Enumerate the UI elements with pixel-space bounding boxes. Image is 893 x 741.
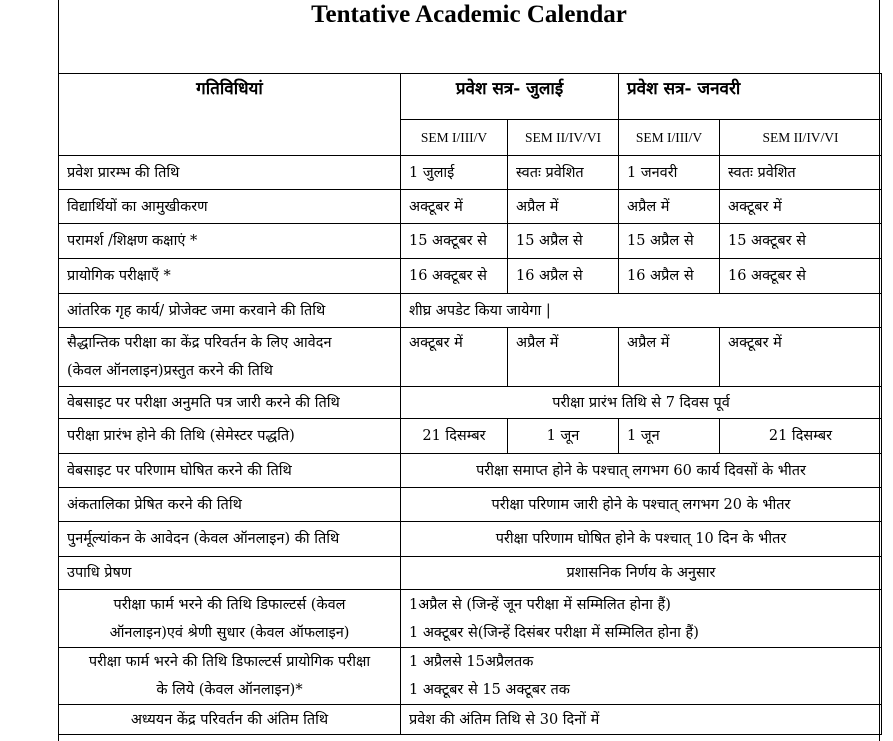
table-cell: अक्टूबर में	[401, 190, 508, 224]
table-cell: 15 अप्रैल से	[508, 224, 619, 259]
table-row	[59, 522, 882, 557]
page-title: Tentative Academic Calendar	[311, 1, 627, 28]
merged-cell: प्रशासनिक निर्णय के अनुसार	[401, 557, 882, 590]
row-label-line: (केवल ऑनलाइन)प्रस्तुत करने की तिथि	[67, 363, 273, 379]
row-label-line: के लिये (केवल ऑनलाइन)*	[156, 682, 303, 698]
header-row	[59, 74, 882, 120]
table-row	[59, 328, 882, 387]
row-label: विद्यार्थियों का आमुखीकरण	[59, 190, 401, 224]
table-row	[59, 590, 882, 648]
merged-cell: शीघ्र अपडेट किया जायेगा |	[401, 294, 882, 328]
merged-cell: प्रवेश की अंतिम तिथि से 30 दिनों में	[401, 705, 882, 735]
table-cell: 16 अप्रैल से	[508, 259, 619, 294]
table-row	[59, 387, 882, 419]
table-row	[59, 156, 882, 190]
table-row	[59, 705, 882, 735]
merged-line: 1 अक्टूबर से(जिन्हें दिसंबर परीक्षा में सम्मिलित होना हैं)	[409, 624, 699, 641]
july-session-header: प्रवेश सत्र- जुलाई	[401, 74, 619, 120]
table-cell: 1 जनवरी	[619, 156, 720, 190]
row-label: पुनर्मूल्यांकन के आवेदन (केवल ऑनलाइन) की तिथि	[59, 522, 401, 557]
january-session-header: प्रवेश सत्र- जनवरी	[619, 74, 882, 120]
table-row	[59, 259, 882, 294]
table-cell: अप्रैल में	[619, 190, 720, 224]
merged-cell: परीक्षा परिणाम घोषित होने के पश्चात् 10 दिन के भीतर	[401, 522, 882, 557]
row-label-line: ऑनलाइन)एवं श्रेणी सुधार (केवल ऑफलाइन)	[109, 624, 350, 641]
activities-header: गतिविधियां	[59, 74, 401, 156]
table-row	[59, 488, 882, 522]
table-row	[59, 419, 882, 454]
sem-header: SEM I/III/V	[619, 120, 720, 156]
table-cell: 15 अक्टूबर से	[401, 224, 508, 259]
merged-line: 1 अक्टूबर से 15 अक्टूबर तक	[409, 682, 570, 698]
merged-line: 1 अप्रैलसे 15अप्रैलतक	[409, 654, 534, 670]
table-cell: 21 दिसम्बर	[720, 419, 882, 454]
merged-cell	[401, 648, 882, 705]
merged-cell: परीक्षा परिणाम जारी होने के पश्चात् लगभग 20 के भीतर	[401, 488, 882, 522]
table-row	[59, 648, 882, 705]
table-cell: स्वतः प्रवेशित	[508, 156, 619, 190]
sem-header: SEM II/IV/VI	[720, 120, 882, 156]
merged-cell	[401, 590, 882, 648]
row-label: प्रायोगिक परीक्षाएँ *	[59, 259, 401, 294]
table-row	[59, 224, 882, 259]
table-row	[59, 190, 882, 224]
row-label	[59, 328, 401, 387]
document-page	[58, 0, 880, 741]
table-cell: स्वतः प्रवेशित	[720, 156, 882, 190]
sem-header: SEM I/III/V	[401, 120, 508, 156]
table-cell: 1 जून	[619, 419, 720, 454]
row-label-line: परीक्षा फार्म भरने की तिथि डिफाल्टर्स प्रायोगिक परीक्षा	[88, 654, 371, 670]
table-cell: 16 अक्टूबर से	[720, 259, 882, 294]
table-cell: अक्टूबर में	[720, 328, 882, 387]
table-cell: अप्रैल में	[619, 328, 720, 387]
table-cell: 15 अप्रैल से	[619, 224, 720, 259]
table-cell: अप्रैल में	[508, 190, 619, 224]
row-label: परीक्षा प्रारंभ होने की तिथि (सेमेस्टर पद्धति)	[59, 419, 401, 454]
table-row	[59, 294, 882, 328]
row-label-line: सैद्धान्तिक परीक्षा का केंद्र परिवर्तन के लिए आवेदन	[67, 335, 332, 351]
row-label	[59, 590, 401, 648]
merged-line: 1अप्रैल से (जिन्हें जून परीक्षा में सम्मिलित होना हैं)	[409, 596, 671, 613]
merged-cell: परीक्षा समाप्त होने के पश्चात् लगभग 60 कार्य दिवसों के भीतर	[401, 454, 882, 488]
row-label: परामर्श /शिक्षण कक्षाएं *	[59, 224, 401, 259]
row-label: उपाधि प्रेषण	[59, 557, 401, 590]
table-cell: 15 अक्टूबर से	[720, 224, 882, 259]
table-row	[59, 454, 882, 488]
table-row	[59, 557, 882, 590]
merged-cell: परीक्षा प्रारंभ तिथि से 7 दिवस पूर्व	[401, 387, 882, 419]
table-cell: 16 अप्रैल से	[619, 259, 720, 294]
row-label: अध्ययन केंद्र परिवर्तन की अंतिम तिथि	[59, 705, 401, 735]
table-cell: अक्टूबर में	[401, 328, 508, 387]
row-label-line: परीक्षा फार्म भरने की तिथि डिफाल्टर्स (केवल	[113, 596, 346, 613]
row-label: प्रवेश प्रारम्भ की तिथि	[59, 156, 401, 190]
row-label: वेबसाइट पर परीक्षा अनुमति पत्र जारी करने की तिथि	[59, 387, 401, 419]
table-cell: 21 दिसम्बर	[401, 419, 508, 454]
row-label: वेबसाइट पर परिणाम घोषित करने की तिथि	[59, 454, 401, 488]
table-cell: अप्रैल में	[508, 328, 619, 387]
row-label: अंकतालिका प्रेषित करने की तिथि	[59, 488, 401, 522]
table-cell: अक्टूबर में	[720, 190, 882, 224]
table-cell: 16 अक्टूबर से	[401, 259, 508, 294]
table-cell: 1 जुलाई	[401, 156, 508, 190]
row-label	[59, 648, 401, 705]
academic-calendar-table	[58, 73, 882, 735]
sem-header: SEM II/IV/VI	[508, 120, 619, 156]
row-label: आंतरिक गृह कार्य/ प्रोजेक्ट जमा करवाने की तिथि	[59, 294, 401, 328]
table-cell: 1 जून	[508, 419, 619, 454]
